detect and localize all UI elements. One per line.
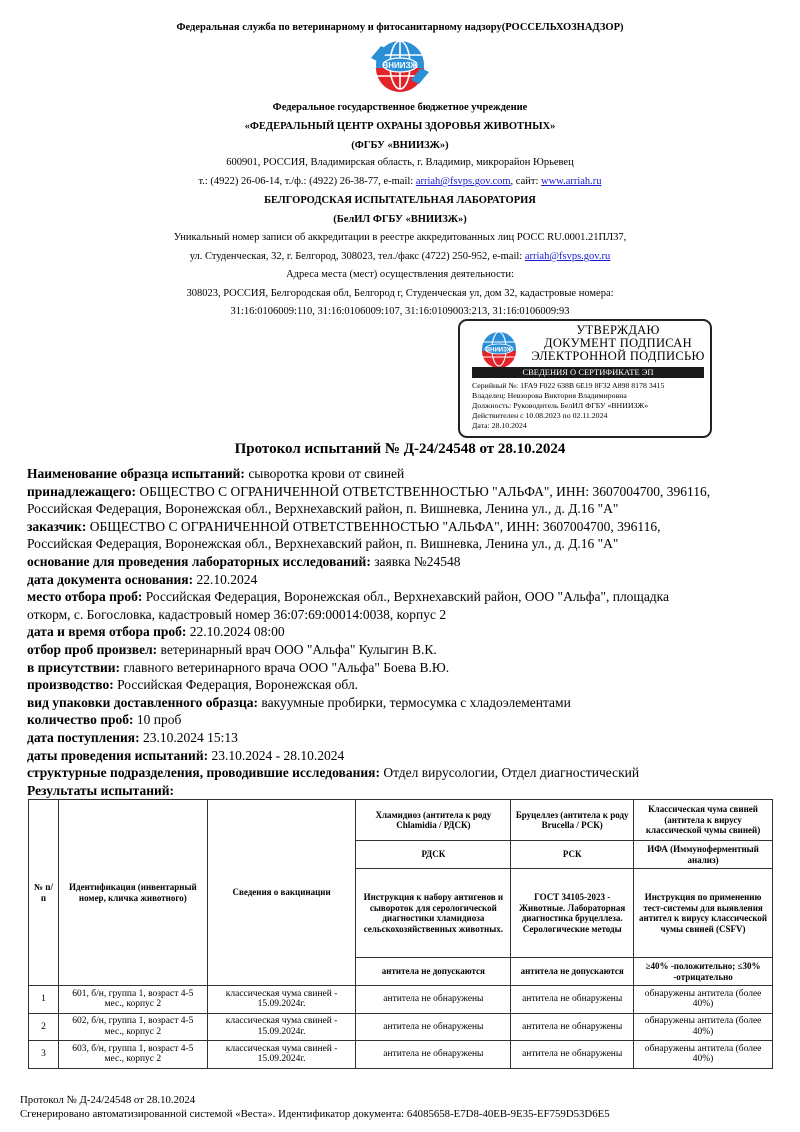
activity-title: Адреса места (мест) осуществления деятельности: [286,269,514,280]
field-sampled-by: отбор проб произвел: ветеринарный врач ООО "Альфа" Кулыгин В.К. [27,641,437,657]
nd-chlamydia: Инструкция к набору антигенов и сывороток для серологической диагностики хламидиоза сельскохозяйственных животных. [356,869,511,958]
institution-contacts [0,175,800,188]
row-id: 602, б/н, группа 1, возраст 4-5 мес., корпус 2 [58,1013,207,1041]
field-sampling-place: место отбора проб: Российская Федерация, Воронежская обл., Верхнехавский район, ООО "Альфа", площадка [27,589,670,605]
field-sample-name: Наименование образца испытаний: сыворотка крови от свиней [27,466,405,481]
institution-type: Федеральное государственное бюджетное учреждение [272,102,528,113]
stamp-serial: Серийный №: 1FA9 F022 638B 6E19 8F32 A898 8178 3415 [472,381,665,390]
norm-brucellosis: антитела не допускаются [511,958,634,986]
disease-csf: Классическая чума свиней (антитела к вирусу классической чумы свиней) [634,800,773,841]
activity-address: 308023, РОССИЯ, Белгородская обл, Белгород г, Студенческая ул, дом 32, кадастровые номера: [186,288,614,299]
row-result-chlamydia: антитела не обнаружены [356,986,511,1014]
field-basis-date: дата документа основания: 22.10.2024 [27,571,258,587]
field-customer-cont: Российская Федерация, Воронежская обл., Верхнехавский район, п. Вишневка, Ленина ул., д. Д.16 "А" [27,536,619,552]
sample-info [27,465,787,799]
method-brucellosis: РСК [511,841,634,869]
disease-chlamydia: Хламидиоз (антитела к роду Chlamidia / РДСК) [356,800,511,841]
lab-email-link[interactable]: arriah@fsvps.gov.ru [524,251,611,262]
row-result-csf: обнаружены антитела (более 40%) [634,1041,773,1069]
row-result-chlamydia: антитела не обнаружены [356,1013,511,1041]
norm-csf: ≥40% -положительно; ≤30% -отрицательно [634,958,773,986]
field-receipt-date: дата поступления: 23.10.2024 15:13 [27,729,238,745]
svg-text:ВНИИЗЖ: ВНИИЗЖ [485,347,513,354]
field-sampling-place-cont: откорм, с. Богословка, кадастровый номер 36:07:69:00014:0038, корпус 2 [27,606,447,622]
col-header-num: № п/п [29,800,59,986]
institution-address: 600901, РОССИЯ, Владимирская область, г. Владимир, микрорайон Юрьевец [226,157,574,168]
lab-address [0,250,800,263]
method-chlamydia: РДСК [356,841,511,869]
stamp-valid: Действителен с 10.08.2023 по 02.11.2024 [472,411,608,420]
disease-brucellosis: Бруцеллез (антитела к роду Brucella / РСК) [511,800,634,841]
stamp-signed: ДОКУМЕНТ ПОДПИСАН [544,336,692,350]
contacts-text: т.: (4922) 26-06-14, т./ф.: (4922) 26-38-77, e-mail: [198,176,416,187]
results-heading: Результаты испытаний: [27,782,175,798]
norm-chlamydia: антитела не допускаются [356,958,511,986]
row-result-brucellosis: антитела не обнаружены [511,1041,634,1069]
footer-generated: Сгенерировано автоматизированной системой «Веста». Идентификатор документа: 64085658-E7D8-40EB-9E35-EF759D53D6E5 [20,1108,610,1120]
field-production: производство: Российская Федерация, Воронежская обл. [27,677,359,693]
svg-text:ВНИИЗЖ: ВНИИЗЖ [382,61,418,70]
institution-name: «ФЕДЕРАЛЬНЫЙ ЦЕНТР ОХРАНЫ ЗДОРОВЬЯ ЖИВОТНЫХ» [244,121,556,132]
row-id: 601, б/н, группа 1, возраст 4-5 мес., корпус 2 [58,986,207,1014]
field-sample-count: количество проб: 10 проб [27,712,182,728]
field-test-dates: даты проведения испытаний: 23.10.2024 - 28.10.2024 [27,747,345,763]
row-result-brucellosis: антитела не обнаружены [511,1013,634,1041]
row-num: 3 [29,1041,59,1069]
row-result-chlamydia: антитела не обнаружены [356,1041,511,1069]
row-vaccination: классическая чума свиней - 15.09.2024г. [207,986,356,1014]
site-link[interactable]: www.arriah.ru [541,176,602,187]
row-vaccination: классическая чума свиней - 15.09.2024г. [207,1041,356,1069]
vniizzh-logo-icon [367,36,433,94]
footer-protocol: Протокол № Д-24/24548 от 28.10.2024 [20,1094,196,1106]
stamp-date: Дата: 28.10.2024 [472,421,527,430]
cadastral-numbers: 31:16:0106009:110, 31:16:0106009:107, 31:16:0109003:213, 31:16:0106009:93 [230,306,570,317]
field-packaging: вид упаковки доставленного образца: вакуумные пробирки, термосумка с хладоэлементами [27,694,571,710]
table-row [29,1013,773,1041]
table-row [29,986,773,1014]
stamp-cert-bar: СВЕДЕНИЯ О СЕРТИФИКАТЕ ЭП [472,367,704,378]
institution-short: (ФГБУ «ВНИИЗЖ») [351,140,449,151]
protocol-title: Протокол испытаний № Д-24/24548 от 28.10.2024 [234,441,566,457]
row-result-csf: обнаружены антитела (более 40%) [634,1013,773,1041]
lab-name: БЕЛГОРОДСКАЯ ИСПЫТАТЕЛЬНАЯ ЛАБОРАТОРИЯ [264,195,536,206]
field-departments: структурные подразделения, проводившие исследования: Отдел вирусологии, Отдел диагностический [27,765,640,781]
stamp-cert-info [472,381,708,431]
field-sampling-datetime: дата и время отбора проб: 22.10.2024 08:00 [27,624,285,640]
method-csf: ИФА (Иммуноферментный анализ) [634,841,773,869]
e-signature-stamp [458,319,712,438]
accreditation: Уникальный номер записи об аккредитации в реестре аккредитованных лиц РОСС RU.0001.21ПЛ37, [173,232,627,243]
vniizzh-stamp-logo-icon [474,329,524,369]
field-owner: принадлежащего: ОБЩЕСТВО С ОГРАНИЧЕННОЙ ОТВЕТСТВЕННОСТЬЮ "АЛЬФА", ИНН: 3607004700, 396116, [27,483,711,499]
row-result-csf: обнаружены антитела (более 40%) [634,986,773,1014]
lab-short: (БелИЛ ФГБУ «ВНИИЗЖ») [333,214,467,225]
site-prefix: , сайт: [510,176,541,187]
stamp-approve: УТВЕРЖДАЮ [576,323,660,337]
nd-csf: Инструкция по применению тест-системы для выявления антител к вирусу классической чумы свиней (CSFV) [634,869,773,958]
stamp-position: Должность: Руководитель БелИЛ ФГБУ «ВНИИЗЖ» [472,401,649,410]
field-basis: основание для проведения лабораторных исследований: заявка №24548 [27,553,461,569]
row-num: 1 [29,986,59,1014]
stamp-owner: Владелец: Невзорова Виктория Владимировна [472,391,627,400]
lab-address-text: ул. Студенческая, 32, г. Белгород, 308023, тел./факс (4722) 250-952, e-mail: [189,251,525,262]
stamp-e-signature: ЭЛЕКТРОННОЙ ПОДПИСЬЮ [531,349,705,363]
row-vaccination: классическая чума свиней - 15.09.2024г. [207,1013,356,1041]
field-owner-cont: Российская Федерация, Воронежская обл., Верхнехавский район, п. Вишневка, Ленина ул., д. Д.16 "А" [27,501,619,517]
page-footer [20,1093,610,1121]
col-header-id: Идентификация (инвентарный номер, кличка животного) [58,800,207,986]
nd-brucellosis: ГОСТ 34105-2023 - Животные. Лабораторная диагностика бруцеллеза. Серологические методы [511,869,634,958]
col-header-vaccination: Сведения о вакцинации [207,800,356,986]
field-customer: заказчик: ОБЩЕСТВО С ОГРАНИЧЕННОЙ ОТВЕТСТВЕННОСТЬЮ "АЛЬФА", ИНН: 3607004700, 396116, [27,518,661,534]
results-table [28,799,773,1069]
row-num: 2 [29,1013,59,1041]
row-result-brucellosis: антитела не обнаружены [511,986,634,1014]
field-presence: в присутствии: главного ветеринарного врача ООО "Альфа" Боева В.Ю. [27,659,450,675]
agency-title: Федеральная служба по ветеринарному и фитосанитарному надзору(РОССЕЛЬХОЗНАДЗОР) [176,22,624,33]
email-link[interactable]: arriah@fsvps.gov.com [415,176,511,187]
row-id: 603, б/н, группа 1, возраст 4-5 мес., корпус 2 [58,1041,207,1069]
table-row [29,1041,773,1069]
